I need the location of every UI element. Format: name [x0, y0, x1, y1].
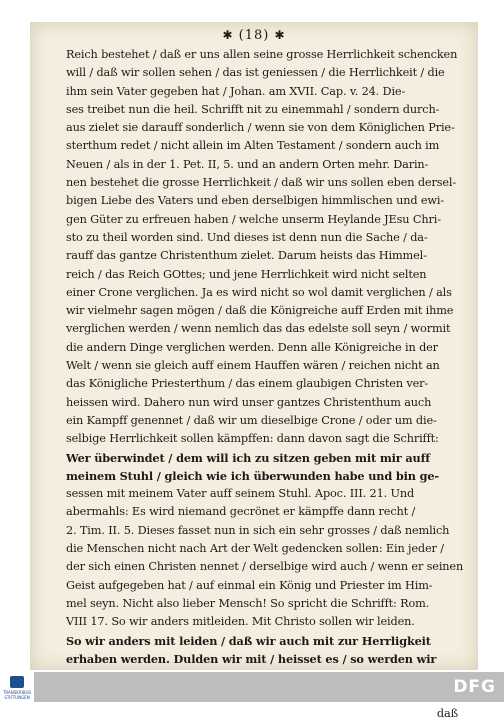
- text-line: Geist aufgegeben hat / auf einmal ein König und Priester im Him-: [66, 578, 433, 592]
- text-line: sessen mit meinem Vater auff seinem Stuhl. Apoc. III. 21. Und: [66, 487, 415, 501]
- text-line: das Königliche Priesterthum / das einem glaubigen Christen ver-: [66, 377, 429, 391]
- text-line: abermahls: Es wird niemand gecrönet er kämpffe dann recht /: [66, 505, 416, 519]
- ornament-icon: ✱: [222, 28, 234, 42]
- text-line: sto zu theil worden sind. Und dieses ist denn nun die Sache / da-: [66, 230, 428, 244]
- library-logo-icon: [10, 676, 24, 688]
- text-line: ein Kampff genennet / daß wir um dieselbige Crone / oder um die-: [66, 413, 437, 427]
- text-line: einer Crone verglichen. Ja es wird nicht so wol damit verglichen / als: [66, 285, 452, 299]
- text-line: nen bestehet die grosse Herrlichkeit / daß wir uns sollen eben dersel-: [66, 176, 457, 190]
- dfg-logo[interactable]: DFG: [453, 677, 496, 697]
- body-text: [66, 46, 464, 723]
- catchword: daß: [436, 706, 458, 720]
- library-logo-text: TRANSKRIBUS STIFTUNGEN: [2, 690, 32, 700]
- text-line: Wer überwindet / dem will ich zu sitzen geben mit mir auff: [66, 450, 431, 465]
- text-line: die Menschen nicht nach Art der Welt gedencken sollen: Ein jeder /: [66, 542, 444, 556]
- text-line: Reich bestehet / daß er uns allen seine grosse Herrlichkeit schencken: [66, 48, 458, 61]
- text-line: rauff das gantze Christenthum zielet. Darum heists das Himmel-: [66, 249, 427, 263]
- text-line: So wir anders mit leiden / daß wir auch mit zur Herrligkeit: [66, 633, 431, 648]
- text-line: VIII 17. So wir anders mitleiden. Mit Christo sollen wir leiden.: [66, 615, 415, 629]
- text-line: wir vielmehr sagen mögen / daß die Königreiche auff Erden mit ihme: [66, 304, 454, 318]
- text-line: reich / das Reich GOttes; und jene Herrlichkeit wird nicht selten: [66, 267, 427, 281]
- page-number: (18): [238, 28, 270, 43]
- text-line: die andern Dinge verglichen werden. Denn alle Königreiche in der: [66, 340, 438, 354]
- page-header: [30, 28, 478, 48]
- text-line: der sich einen Christen nennet / derselbige wird auch / wenn er seinen: [66, 560, 464, 574]
- text-line: Welt / wenn sie gleich auff einem Hauffen wären / reichen nicht an: [66, 359, 440, 373]
- text-line: selbige Herrlichkeit sollen kämpffen: dann davon sagt die Schrifft:: [66, 432, 439, 446]
- text-line: Neuen / als in der 1. Pet. II, 5. und an andern Orten mehr. Darin-: [66, 157, 429, 171]
- text-line: sterthum redet / nicht allein im Alten Testament / sondern auch im: [66, 139, 440, 153]
- text-line: gen Güter zu erfreuen haben / welche unserm Heylande JEsu Chri-: [66, 212, 441, 226]
- viewer-footer: [0, 672, 504, 702]
- text-line: heissen wird. Dahero nun wird unser gantzes Christenthum auch: [66, 395, 432, 409]
- text-line: mel seyn. Nicht also lieber Mensch! So spricht die Schrifft: Rom.: [66, 596, 430, 610]
- ornament-icon: ✱: [274, 28, 286, 42]
- text-line: aus zielet sie darauff sonderlich / wenn sie von dem Königlichen Prie-: [66, 121, 455, 135]
- text-line: meinem Stuhl / gleich wie ich überwunden habe und bin ge-: [66, 468, 439, 483]
- text-line: will / daß wir sollen sehen / das ist geniessen / die Herrlichkeit / die: [66, 66, 445, 80]
- text-line: ses treibet nun die heil. Schrifft nit zu einemmahl / sondern durch-: [66, 102, 440, 116]
- text-line: verglichen werden / wenn nemlich das das edelste soll seyn / wormit: [66, 322, 451, 336]
- text-line: bigen Liebe des Vaters und eben derselbigen himmlischen und ewi-: [66, 194, 445, 208]
- text-line: 2. Tim. II. 5. Dieses fasset nun in sich ein sehr grosses / daß nemlich: [66, 523, 450, 537]
- text-line: erhaben werden. Dulden wir mit / heisset es / so werden wir: [66, 651, 437, 666]
- text-line: ihm sein Vater gegeben hat / Johan. am XVII. Cap. v. 24. Die-: [66, 84, 406, 98]
